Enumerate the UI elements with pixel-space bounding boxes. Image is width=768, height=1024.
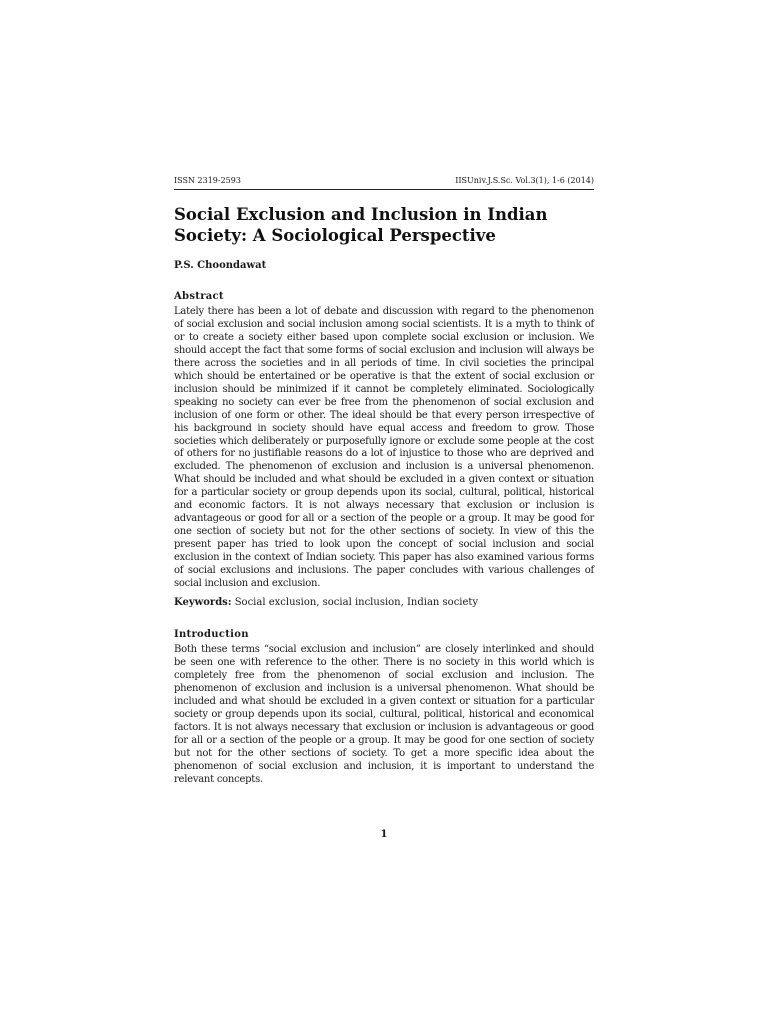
keywords-line xyxy=(174,596,594,609)
keywords-label: Keywords: xyxy=(174,596,232,608)
abstract-text: Lately there has been a lot of debate and discussion with regard to the phenomenon of social exclusion and social inclusion among social scientists. It is a myth to think of or to create a society either based upon complete social exclusion or inclusion. We should accept the fact that some forms of social exclusion and inclusion will always be there across the societies and in all periods of time. In civil societies the principal which should be entertained or be operative is that the extent of social exclusion or inclusion should be minimized if it cannot be completely eliminated. Sociologically speaking no society can ever be free from the phenomenon of social exclusion and inclusion of one form or other. The ideal should be that every person irrespective of his background in society should have equal access and freedom to grow. Those societies which deliberately or purposefully ignore or exclude some people at the cost of others for no justifiable reasons do a lot of injustice to those who are deprived and excluded. The phenomenon of exclusion and inclusion is a universal phenomenon. What should be included and what should be excluded in a given context or situation for a particular society or group depends upon its social, cultural, political, historical and economic factors. It is not always necessary that exclusion or inclusion is advantageous or good for all or a section of the people or a group. It may be good for one section of society but not for the other sections of society. In view of this the present paper has tried to look upon the concept of social inclusion and social exclusion in the context of Indian society. This paper has also examined various forms of social exclusions and inclusions. The paper concludes with various challenges of social inclusion and exclusion. xyxy=(174,306,594,590)
title-line-2: Society: A Sociological Perspective xyxy=(174,226,496,245)
introduction-heading: Introduction xyxy=(174,628,249,640)
paper-title xyxy=(174,204,594,246)
abstract-heading: Abstract xyxy=(174,291,224,302)
introduction-text: Both these terms “social exclusion and inclusion” are closely interlinked and should be seen one with reference to the other. There is no society in this world which is completely free from the phenomenon of social exclusion and inclusion. The phenomenon of exclusion and inclusion is a universal phenomenon. What should be included and what should be excluded in a given context or situation for a particular society or group depends upon its social, cultural, political, historical and economical factors. It is not always necessary that exclusion or inclusion is advantageous or good for all or a section of the people or a group. It may be good for one section of society but not for the other sections of society. To get a more specific idea about the phenomenon of social exclusion and inclusion, it is important to understand the relevant concepts. xyxy=(174,643,594,785)
author-name: P.S. Choondawat xyxy=(174,260,267,271)
page-number: 1 xyxy=(380,829,388,840)
running-header xyxy=(174,176,594,190)
paper-page xyxy=(174,176,594,786)
title-line-1: Social Exclusion and Inclusion in Indian xyxy=(174,205,548,224)
issn-label: ISSN 2319-2593 xyxy=(174,176,241,185)
keywords-text: Social exclusion, social inclusion, Indian society xyxy=(234,596,479,608)
journal-citation: IISUniv.J.S.Sc. Vol.3(1), 1-6 (2014) xyxy=(455,176,594,185)
